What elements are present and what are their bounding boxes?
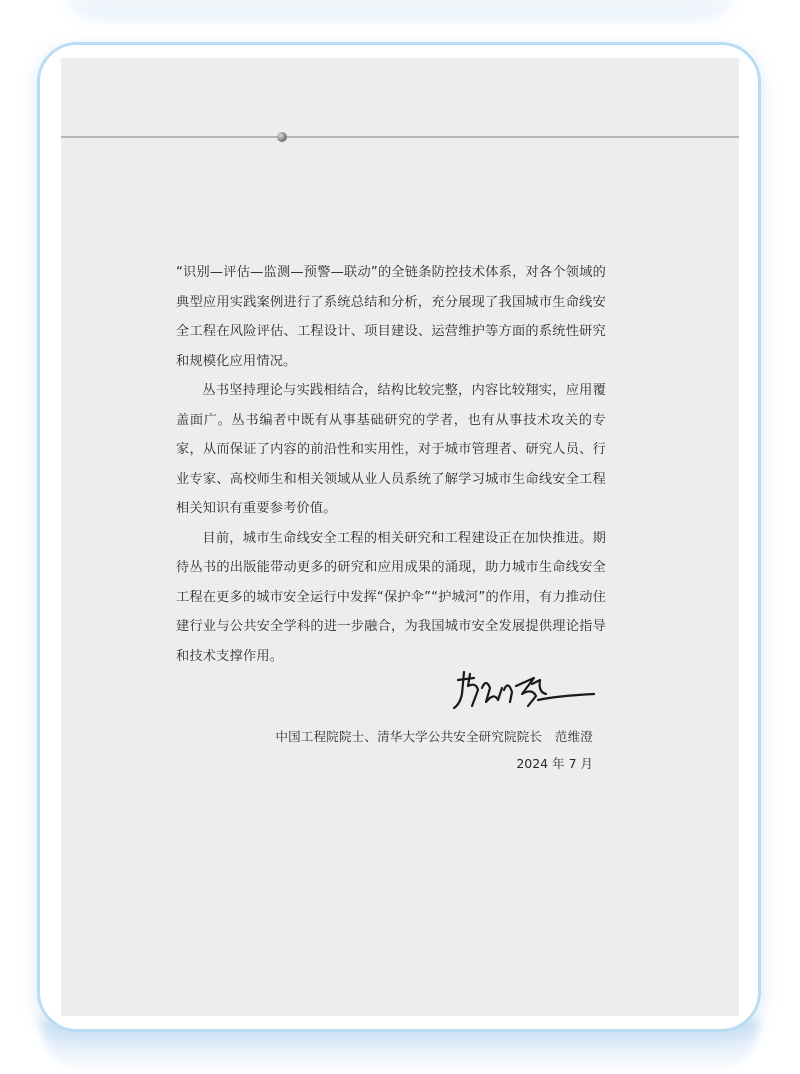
document-page <box>61 58 739 1016</box>
date-line: 2024 年 7 月 <box>516 756 593 771</box>
signer-line: 中国工程院院士、清华大学公共安全研究院院长 范维澄 <box>275 729 593 744</box>
header-dot-icon <box>277 132 287 142</box>
header-rule <box>61 136 739 138</box>
preface-body <box>176 258 606 671</box>
paragraph-3: 目前，城市生命线安全工程的相关研究和工程建设正在加快推进。期待丛书的出版能带动更多的研究和应用成果的涌现，助力城市生命线安全工程在更多的城市安全运行中发挥“保护伞”“护城河”的作用，有力推动住建行业与公共安全学科的进一步融合，为我国城市安全发展提供理论指导和技术支撑作用。 <box>176 530 606 664</box>
background-glow-top <box>60 0 740 20</box>
handwritten-signature <box>446 658 596 718</box>
paragraph-2: 丛书坚持理论与实践相结合，结构比较完整，内容比较翔实，应用覆盖面广。丛书编者中既有从事基础研究的学者，也有从事技术攻关的专家，从而保证了内容的前沿性和实用性，对于城市管理者、研究人员、行业专家、高校师生和相关领域从业人员系统了解学习城市生命线安全工程相关知识有重要参考价值。 <box>176 383 606 516</box>
paragraph-1: “识别—评估—监测—预警—联动”的全链条防控技术体系，对各个领域的典型应用实践案例进行了系统总结和分析，充分展现了我国城市生命线安全工程在风险评估、工程设计、项目建设、运营维护等方面的系统性研究和规模化应用情况。 <box>176 265 606 369</box>
